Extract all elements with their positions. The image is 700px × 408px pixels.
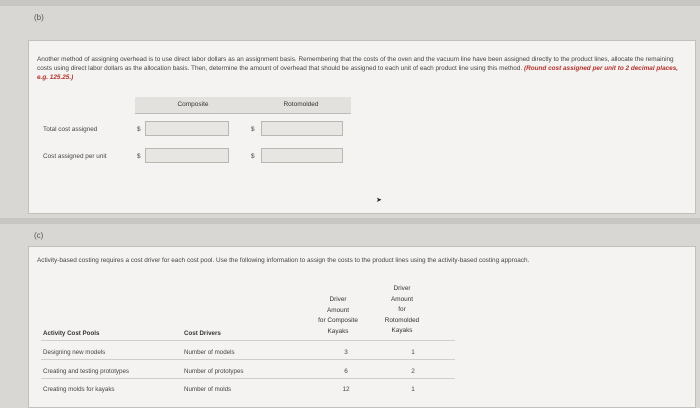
composite-header-text: Composite xyxy=(177,101,209,108)
table-cell: 1 xyxy=(411,349,415,356)
part-b-label: (b) xyxy=(34,13,44,22)
rotomolded-column-header xyxy=(251,97,351,114)
currency-symbol: $ xyxy=(137,126,141,133)
table-cell: 12 xyxy=(342,386,350,393)
part-c-panel xyxy=(28,246,696,408)
table-row: Number of molds xyxy=(184,386,232,393)
table-cell: 2 xyxy=(411,368,415,375)
top-divider xyxy=(0,0,700,6)
table-cell: 6 xyxy=(344,368,348,375)
cost-per-unit-composite-input[interactable] xyxy=(145,148,229,163)
table-row: Designing new models xyxy=(43,349,106,356)
part-c-instructions: Activity-based costing requires a cost driver for each cost pool. Use the following information to assign the costs to the product lines using the activity-based costing approach. xyxy=(37,257,530,264)
composite-driver-header: Driver Amount for Composite Kayaks xyxy=(318,296,358,335)
currency-symbol: $ xyxy=(251,153,255,160)
table-cell: 3 xyxy=(344,349,348,356)
table-row: Creating and testing prototypes xyxy=(43,368,129,375)
part-b-instructions: Another method of assigning overhead is to use direct labor dollars as an assignment basis. Remembering that the costs of the oven and the vacuum line have been assigned directly to the product lines, allocate the remaining costs using direct labor dollars as the allocation basis. Then, determine the amount of overhead that should be assigned to each unit of each product line using this method. (Round cost assigned per unit to 2 decimal places, e.g. 125.25.) xyxy=(37,56,679,81)
table-row: Creating molds for kayaks xyxy=(43,386,115,393)
part-b-panel xyxy=(28,40,696,214)
mouse-cursor-icon: ➤ xyxy=(376,197,382,204)
total-cost-rotomolded-input[interactable] xyxy=(261,121,343,136)
cost-drivers-header: Cost Drivers xyxy=(184,330,221,337)
table-row: Number of models xyxy=(184,349,235,356)
currency-symbol: $ xyxy=(251,126,255,133)
composite-column-header xyxy=(135,97,251,114)
cost-per-unit-rotomolded-input[interactable] xyxy=(261,148,343,163)
row-rule xyxy=(41,378,455,379)
rounding-note: (Round cost assigned per unit to 2 decimal places, e.g. 125.25.) xyxy=(37,65,679,81)
row-rule xyxy=(41,359,455,360)
activity-pools-header: Activity Cost Pools xyxy=(43,330,100,337)
table-row: Number of prototypes xyxy=(184,368,244,375)
total-cost-composite-input[interactable] xyxy=(145,121,229,136)
cost-per-unit-label: Cost assigned per unit xyxy=(43,153,107,160)
rotomolded-header-text: Rotomolded xyxy=(283,101,319,108)
part-c-label: (c) xyxy=(34,231,44,240)
table-cell: 1 xyxy=(411,386,415,393)
section-divider xyxy=(0,218,700,224)
rotomolded-driver-header: Driver Amount for Rotomolded Kayaks xyxy=(384,285,420,334)
total-cost-label: Total cost assigned xyxy=(43,126,98,133)
header-rule xyxy=(41,340,455,341)
currency-symbol: $ xyxy=(137,153,141,160)
